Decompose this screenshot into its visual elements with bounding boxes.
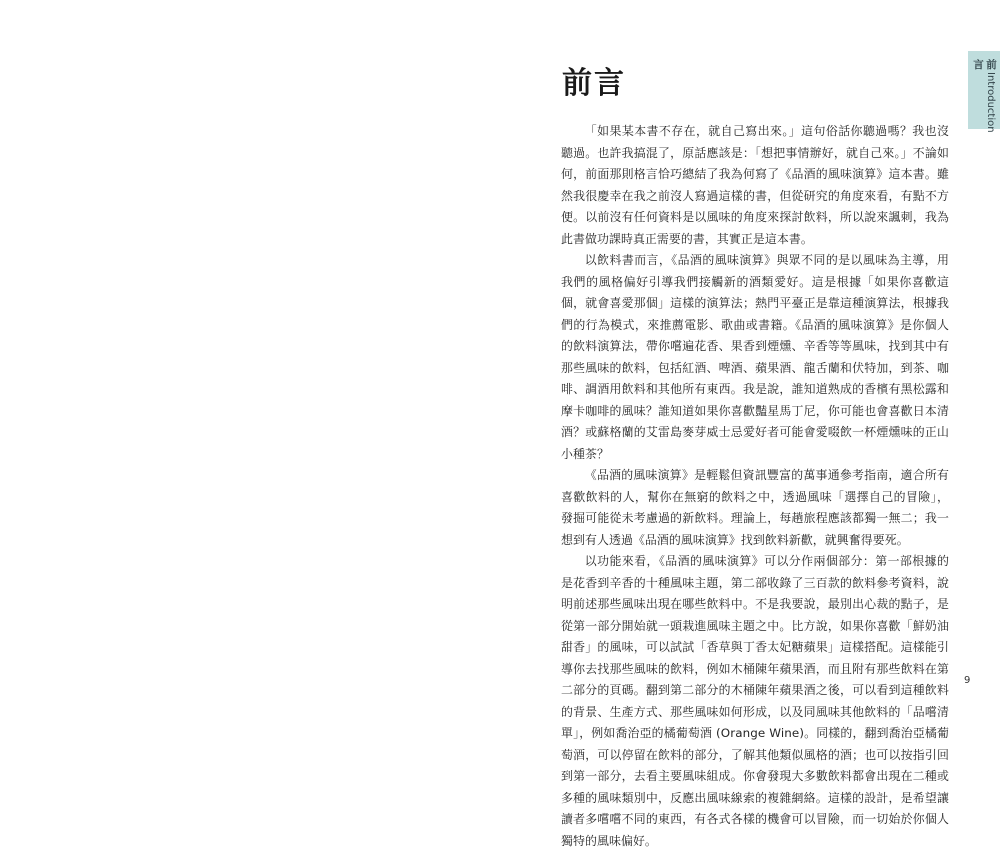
chapter-side-tab (968, 51, 1000, 133)
paragraph-4: 以功能來看，《品酒的風味演算》可以分作兩個部分：第一部根據的是花香到辛香的十種風味主題，第二部收錄了三百款的飲料參考資料，說明前述那些風味出現在哪些飲料中。不是我要說，最別出心裁的點子，是從第一部分開始就一頭栽進風味主題之中。比方說，如果你喜歡「鮮奶油甜香」的風味，可以試試「香草與丁香太妃糖蘋果」這樣搭配。這樣能引導你去找那些風味的飲料，例如木桶陳年蘋果酒，而且附有那些飲料在第二部分的頁碼。翻到第二部分的木桶陳年蘋果酒之後，可以看到這種飲料的背景、生產方式、那些風味如何形成，以及同風味其他飲料的「品嚐清單」，例如喬治亞的橘葡萄酒 (Orange Wine)。同樣的，翻到喬治亞橘葡萄酒，可以停留在飲料的部分，了解其他類似風格的酒；也可以按指引回到第一部分，去看主要風味組成。你會發現大多數飲料都會出現在二種或多種的風味類別中，反應出風味線索的複雜網絡。這樣的設計，是希望讓讀者多嚐嚐不同的東西，有各式各樣的機會可以冒險，而一切始於你個人獨特的風味偏好。 (561, 554, 949, 848)
side-tab-chinese-label: 前言 (972, 59, 997, 71)
page-number: 9 (964, 675, 971, 686)
side-tab-english-label: Introduction (985, 71, 996, 133)
paragraph-3: 《品酒的風味演算》是輕鬆但資訊豐富的萬事通參考指南，適合所有喜歡飲料的人，幫你在無窮的飲料之中，透過風味「選擇自己的冒險」，發掘可能從未考慮過的新飲料。理論上，每趟旅程應該都獨一無二；我一想到有人透過《品酒的風味演算》找到飲料新歡，就興奮得要死。 (561, 468, 949, 547)
body-text (561, 121, 949, 852)
page-title: 前言 (562, 66, 626, 101)
paragraph-1: 「如果某本書不存在，就自己寫出來。」這句俗話你聽過嗎？我也沒聽過。也許我搞混了，原話應該是：「想把事情辦好，就自己來。」不論如何，前面那則格言恰巧總結了我為何寫了《品酒的風味演算》這本書。雖然我很慶幸在我之前沒人寫過這樣的書，但從研究的角度來看，有點不方便。以前沒有任何資料是以風味的角度來探討飲料，所以說來諷刺，我為此書做功課時真正需要的書，其實正是這本書。 (561, 124, 949, 246)
paragraph-2: 以飲料書而言，《品酒的風味演算》與眾不同的是以風味為主導，用我們的風格偏好引導我們接觸新的酒類愛好。這是根據「如果你喜歡這個，就會喜愛那個」這樣的演算法；熱門平臺正是靠這種演算法，根據我們的行為模式，來推薦電影、歌曲或書籍。《品酒的風味演算》是你個人的飲料演算法，帶你嚐遍花香、果香到煙燻、辛香等等風味，找到其中有那些風味的飲料，包括紅酒、啤酒、蘋果酒、龍舌蘭和伏特加，到茶、咖啡、調酒用飲料和其他所有東西。我是說，誰知道熟成的香檳有黑松露和摩卡咖啡的風味？誰知道如果你喜歡豔星馬丁尼，你可能也會喜歡日本清酒？或蘇格蘭的艾雷島麥芽威士忌愛好者可能會愛啜飲一杯煙燻味的正山小種茶？ (561, 253, 949, 461)
